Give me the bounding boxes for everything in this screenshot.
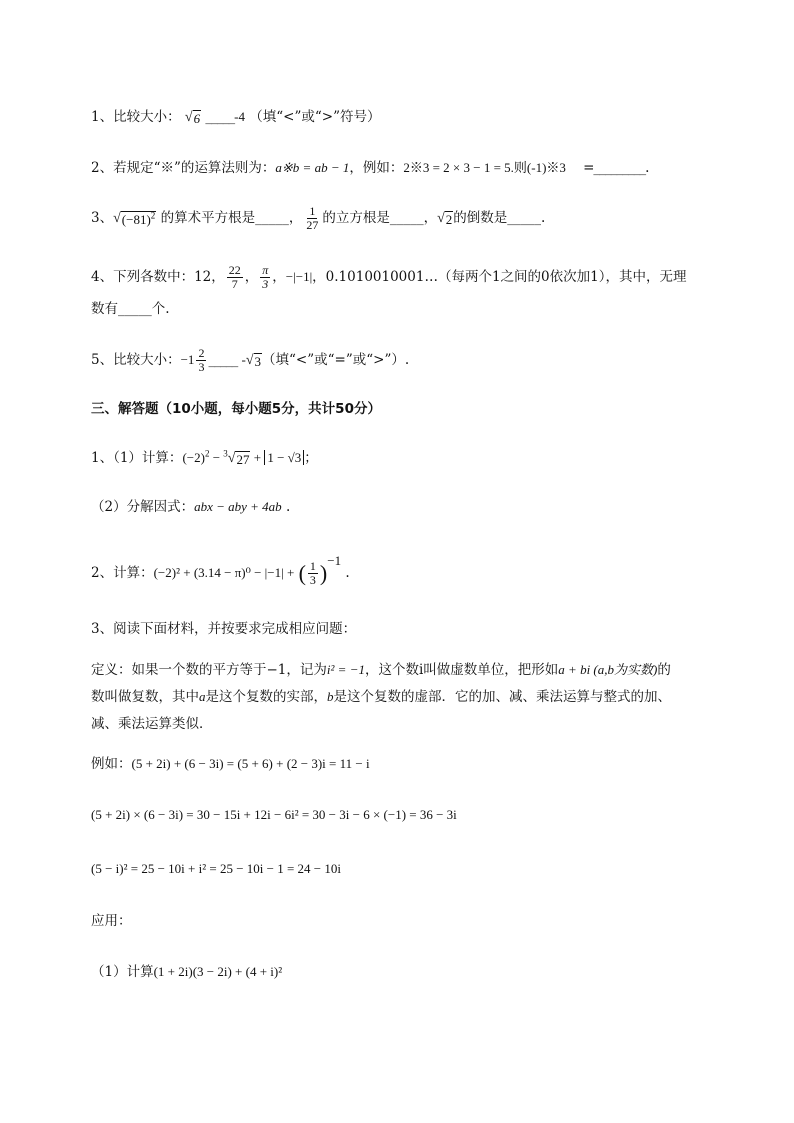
question-text: 若规定“※”的运算法则为： [113, 160, 276, 176]
sqrt-expression: √ 3 [245, 353, 262, 369]
question-4-line-2 [91, 299, 734, 319]
question-number: 5、 [91, 352, 114, 368]
answer-blank[interactable]: =_________. [583, 160, 649, 176]
math-expression: (−2)² + (3.14 − π)⁰ − |−1| + [153, 565, 295, 580]
question-text: （2）分解因式： [91, 499, 195, 515]
fraction: $\frac{1}{3}$ [309, 559, 316, 587]
instruction-text: （填“<”或“=”或“>”）. [262, 352, 410, 368]
question-text: 下列各数中：12， [113, 269, 225, 285]
fraction: $\frac{22}{7}$ [228, 263, 241, 291]
answer-question-1-part-2: （2）分解因式：abx − aby + 4ab . [91, 499, 291, 515]
question-1 [91, 107, 734, 127]
fraction: $\frac{\pi}{3}$ [262, 263, 269, 291]
question-text: 的算术平方根是_____， [160, 210, 303, 226]
fraction: $\frac{2}{3}$ [198, 346, 205, 374]
definition-line-3: 减、乘法运算类似． [91, 716, 213, 732]
answer-question-2: 2、计算：(−2)² + (3.14 − π)⁰ − |−1| + ( $\frac{1}{3}$ )$^{-1}$ . [91, 553, 350, 587]
math-expression: −|−1| [285, 269, 313, 284]
sqrt-expression: √ 6 [184, 110, 201, 126]
question-text: 1、（1）计算： [91, 450, 183, 466]
task-1: （1）计算(1 + 2i)(3 − 2i) + (4 + i)² [91, 964, 283, 980]
question-number: 4、 [91, 269, 114, 285]
math-rule: a※b = ab − 1 [275, 160, 350, 175]
question-2 [91, 158, 734, 178]
question-number: 1、 [91, 109, 114, 125]
math-value: −1 [180, 352, 195, 367]
definition-line-1: 定义：如果一个数的平方等于−1，记为i² = −1，这个数i叫做虚数单位，把形如a + bi (a,b为实数)的 [91, 662, 671, 678]
definition-line-2: 数叫做复数，其中a是这个复数的实部，b是这个复数的虚部．它的加、减、乘法运算与整式的加、 [91, 689, 671, 705]
question-text: 的倒数是_____. [453, 210, 546, 226]
sqrt-expression: √ 2 [437, 211, 453, 227]
example-3: (5 − i)² = 25 − 10i + i² = 25 − 10i − 1 = 24 − 10i [91, 861, 341, 876]
math-expression: abx − aby + 4ab [194, 499, 282, 514]
question-number: 3、 [91, 210, 114, 226]
math-example: 2※3 = 2 × 3 − 1 = 5. [403, 160, 514, 175]
example-1: 例如：(5 + 2i) + (6 − 3i) = (5 + 6) + (2 − 3)i = 11 − i [91, 756, 370, 772]
sqrt-expression: √ $(-81)^2$ [113, 210, 156, 227]
answer-question-3-intro: 3、阅读下面材料，并按要求完成相应问题： [91, 621, 357, 637]
question-text: 比较大小： [113, 109, 181, 125]
section-heading: 三、解答题（10小题，每小题5分，共计50分） [91, 401, 381, 417]
question-3 [91, 205, 734, 232]
question-text: 比较大小： [113, 352, 181, 368]
question-number: 2、 [91, 160, 114, 176]
apply-label: 应用： [91, 913, 132, 929]
math-value: -4 [234, 109, 245, 124]
math-expression: $(-2)^2 - ^3$ √ 27 + 1 − √3 [182, 450, 304, 465]
fraction: $\frac{1}{27}$ [306, 204, 319, 232]
question-5: 5、比较大小：−1 $\frac{2}{3}$ _____ - √ 3 （填“<”或“=”或“>”）. [91, 346, 410, 374]
answer-blank[interactable]: _____ [205, 109, 235, 125]
question-text: 数有_____个. [91, 301, 170, 317]
question-text: 的立方根是_____， [322, 210, 438, 226]
example-2: (5 + 2i) × (6 − 3i) = 30 − 15i + 12i − 6i² = 30 − 3i − 6 × (−1) = 36 − 3i [91, 807, 457, 822]
question-text: ，例如： [349, 160, 404, 176]
question-4: 4、下列各数中：12， $\frac{22}{7}$ ， $\frac{\pi}{3}$ ，−|−1|，0.1010010001…（每两个1之间的0依次加1），其中，无理 [91, 263, 687, 291]
question-text: ，0.1010010001…（每两个1之间的0依次加1），其中，无理 [312, 269, 687, 285]
question-text: 2、计算： [91, 565, 154, 581]
math-expression: 则(-1)※3 [513, 160, 566, 175]
answer-blank[interactable]: _____ [208, 352, 238, 368]
instruction-text: （填“<”或“>”符号） [249, 109, 381, 125]
answer-question-1-part-1: 1、（1）计算：$(-2)^2 - ^3$ √ 27 + 1 − √3 ； [91, 448, 318, 467]
